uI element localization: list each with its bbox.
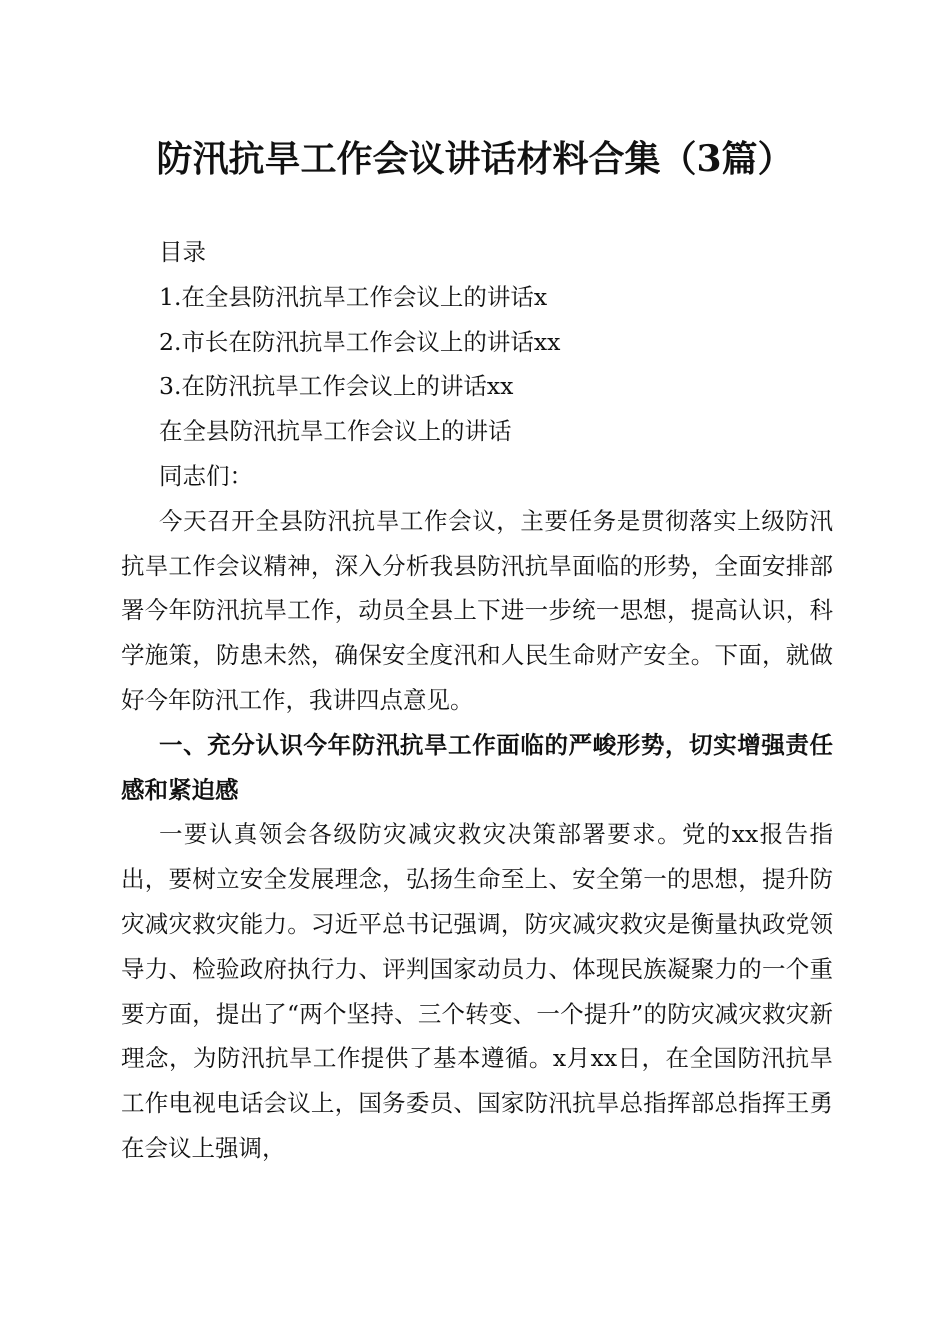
toc-item-1: 1.在全县防汛抗旱工作会议上的讲话x <box>159 282 548 311</box>
section-1-heading: 一、充分认识今年防汛抗旱工作面临的严峻形势，切实增强责任感和紧迫感 <box>121 730 833 804</box>
section-1-paragraph: 一要认真领会各级防灾减灾救灾决策部署要求。党的xx报告指出，要树立安全发展理念，弘扬生命至上、安全第一的思想，提升防灾减灾救灾能力。习近平总书记强调，防灾减灾救灾是衡量执政党领导力、检验政府执行力、评判国家动员力、体现民族凝聚力的一个重要方面，提出了“两个坚持、三个转变、一个提升”的防灾减灾救灾新理念，为防汛抗旱工作提供了基本遵循。x月xx日，在全国防汛抗旱工作电视电话会议上，国务委员、国家防汛抗旱总指挥部总指挥王勇在会议上强调， <box>121 820 833 1162</box>
intro-paragraph: 今天召开全县防汛抗旱工作会议，主要任务是贯彻落实上级防汛抗旱工作会议精神，深入分析我县防汛抗旱面临的形势，全面安排部署今年防汛抗旱工作，动员全县上下进一步统一思想，提高认识，科学施策，防患未然，确保安全度汛和人民生命财产安全。下面，就做好今年防汛工作，我讲四点意见。 <box>121 506 833 714</box>
speech-title: 在全县防汛抗旱工作会议上的讲话 <box>159 417 512 446</box>
toc-heading: 目录 <box>159 238 206 266</box>
toc-item-2: 2.市长在防汛抗旱工作会议上的讲话xx <box>159 327 561 356</box>
toc-item-3: 3.在防汛抗旱工作会议上的讲话xx <box>159 372 514 401</box>
salutation: 同志们： <box>159 461 253 490</box>
document-body <box>121 230 833 1171</box>
document-title: 防汛抗旱工作会议讲话材料合集（3篇） <box>156 138 794 180</box>
